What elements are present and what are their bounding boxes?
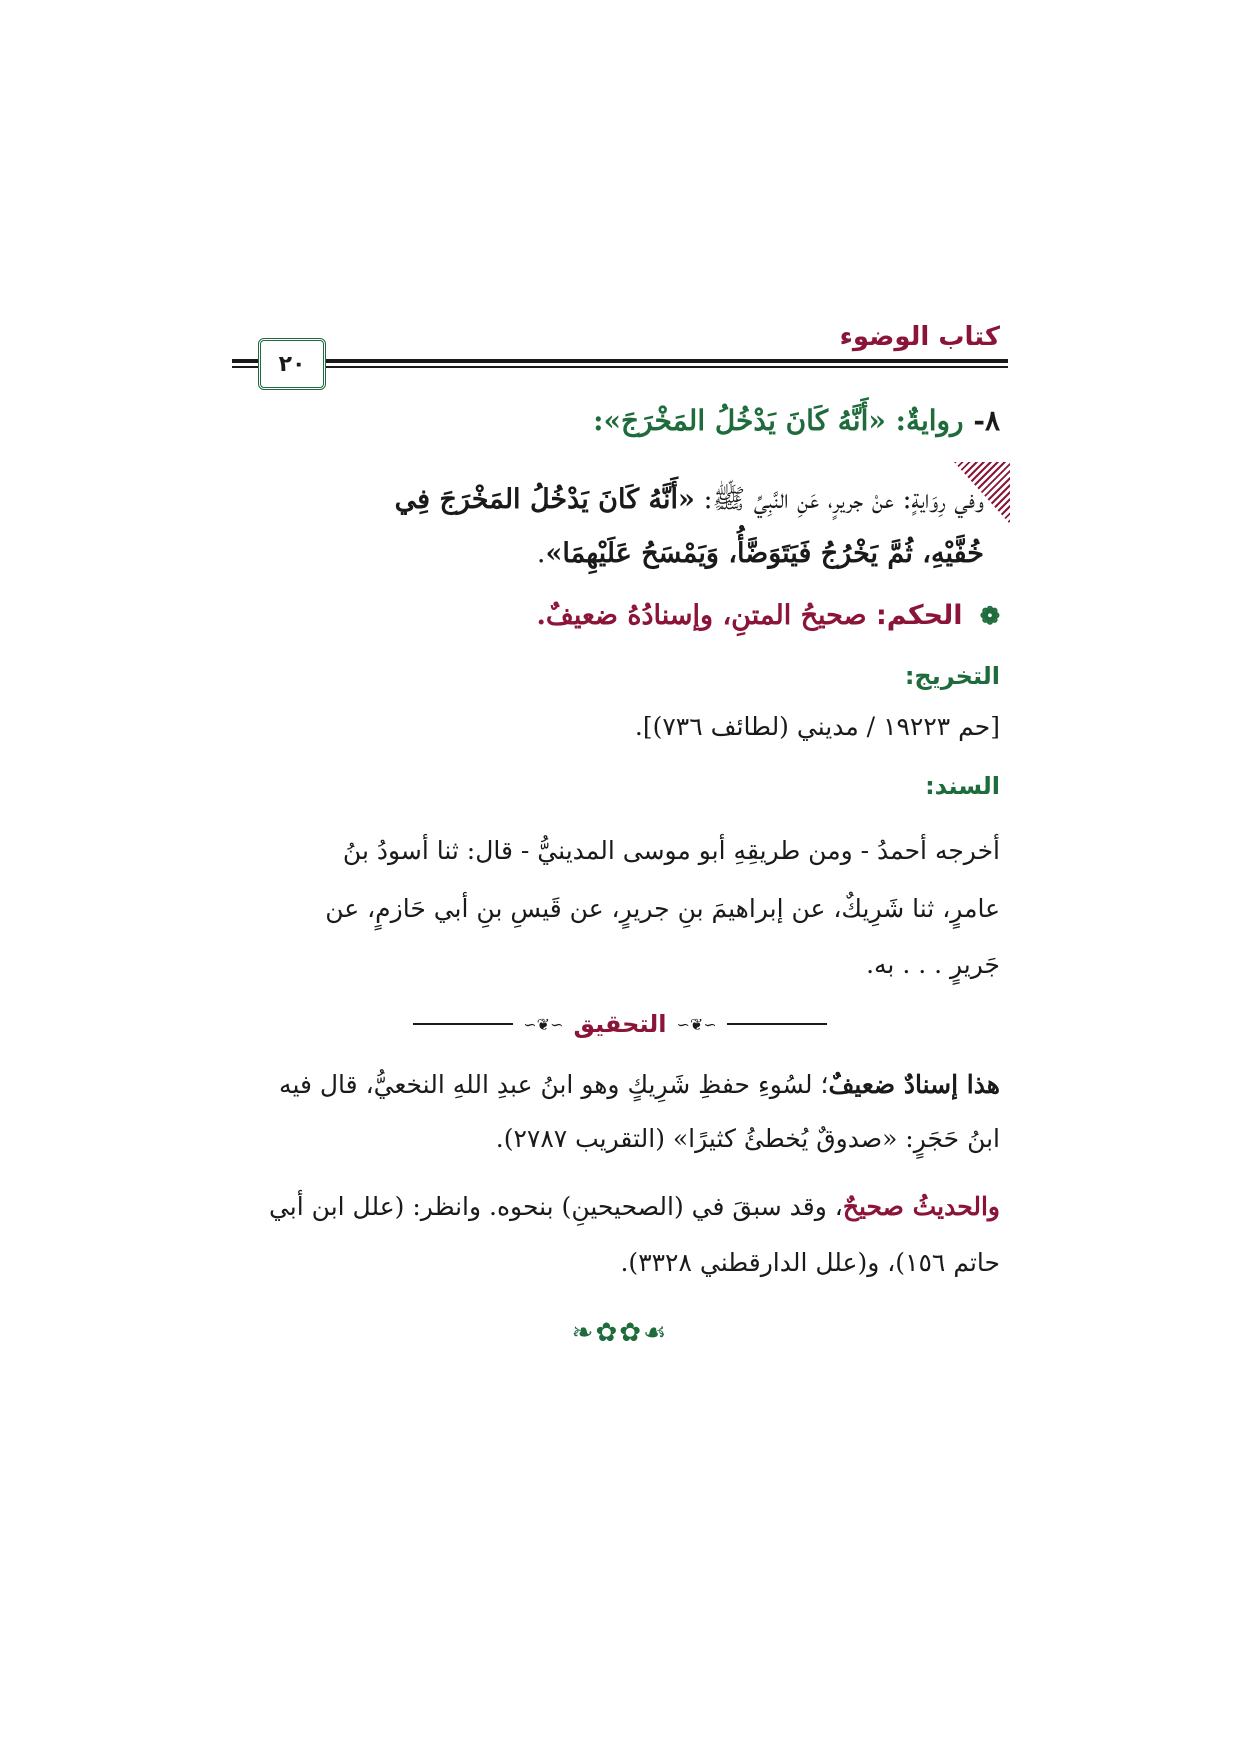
hadith-intro: وفي رِوَايةٍ: عنْ جريرٍ، عَنِ النَّبِيِّ ﷺ: [694,484,984,515]
hadith-matn-end: خُفَّيْهِ، ثُمَّ يَخْرُجُ فَيَتَوَضَّأُ، وَيَمْسَحُ عَلَيْهِمَا» [545,538,984,569]
hukm-line [537,600,1001,631]
section-divider-ornament-icon: ∽❦∽ [676,1014,717,1034]
isnad-reason: ؛ لسُوءِ حفظِ شَرِيكٍ وهو ابنُ عبدِ اللهِ النخعيُّ، قال فيه [279,1070,829,1099]
divider-bar-left [413,1023,513,1025]
hukm-label: الحكم: [875,600,963,631]
tahqiq-divider [0,1010,1240,1038]
tahqiq-label: التحقيق [573,1010,667,1038]
hadith-matn-start: «أَنَّهُ كَانَ يَدْخُلُ المَخْرَجَ فِي [394,484,695,515]
hadith-verdict-note: ، وقد سبقَ في (الصحيحينِ) بنحوه. وانظر: (علل ابن أبي [268,1192,843,1221]
sanad-line-2: عامرٍ، ثنا شَرِيكٌ، عن إبراهيمَ بنِ جريرٍ، عن قَيسِ بنِ أبي حَازمٍ، عن [325,894,1000,923]
hadith-end-punct: . [536,538,546,569]
isnad-verdict: هذا إسنادٌ ضعيفٌ [828,1070,1000,1099]
divider-bar-right [727,1023,827,1025]
header-rule-thick [232,359,1008,363]
header-rule-thin [232,366,1008,368]
section-divider-ornament-icon: ∽❦∽ [523,1014,564,1034]
flower-ornament-icon: ❁ [979,601,1000,630]
book-title: كتاب الوضوء [839,322,1000,352]
hadith-verdict: والحديثُ صحيحٌ [842,1192,1000,1221]
sanad-line-3: جَريرٍ . . . به. [866,950,1000,979]
end-ornament-icon: ❧✿✿☙ [571,1318,669,1348]
sanad-label: السند: [925,772,1000,800]
takhrij-text: [حم ١٩٢٢٣ / مديني (لطائف ٧٣٦)]. [634,712,1000,741]
section-number: ٨- [973,404,1000,437]
tahqiq-p1-line-2: ابنُ حَجَرٍ: «صدوقٌ يُخطئُ كثيرًا» (التقريب ٢٧٨٧). [495,1124,1000,1153]
tahqiq-p2-line-2: حاتم ١٥٦)، و(علل الدارقطني ٣٣٢٨). [620,1248,1000,1277]
sanad-line-1: أخرجه أحمدُ - ومن طريقِهِ أبو موسى المدينيُّ - قال: ثنا أسودُ بنُ [342,836,1000,865]
tahqiq-p1-line-1 [279,1070,1000,1099]
page-number: ٢٠ [258,338,326,390]
hukm-text: صحيحُ المتنِ، وإسنادُهُ ضعيفٌ. [536,600,867,631]
hadith-line-1 [395,480,984,520]
hadith-line-2 [537,534,984,574]
section-heading-text: روايةٌ: «أَنَّهُ كَانَ يَدْخُلُ المَخْرَجَ»: [593,404,964,437]
takhrij-label: التخريج: [904,662,1000,690]
section-heading [593,404,1000,437]
tahqiq-p2-line-1 [269,1192,1000,1221]
